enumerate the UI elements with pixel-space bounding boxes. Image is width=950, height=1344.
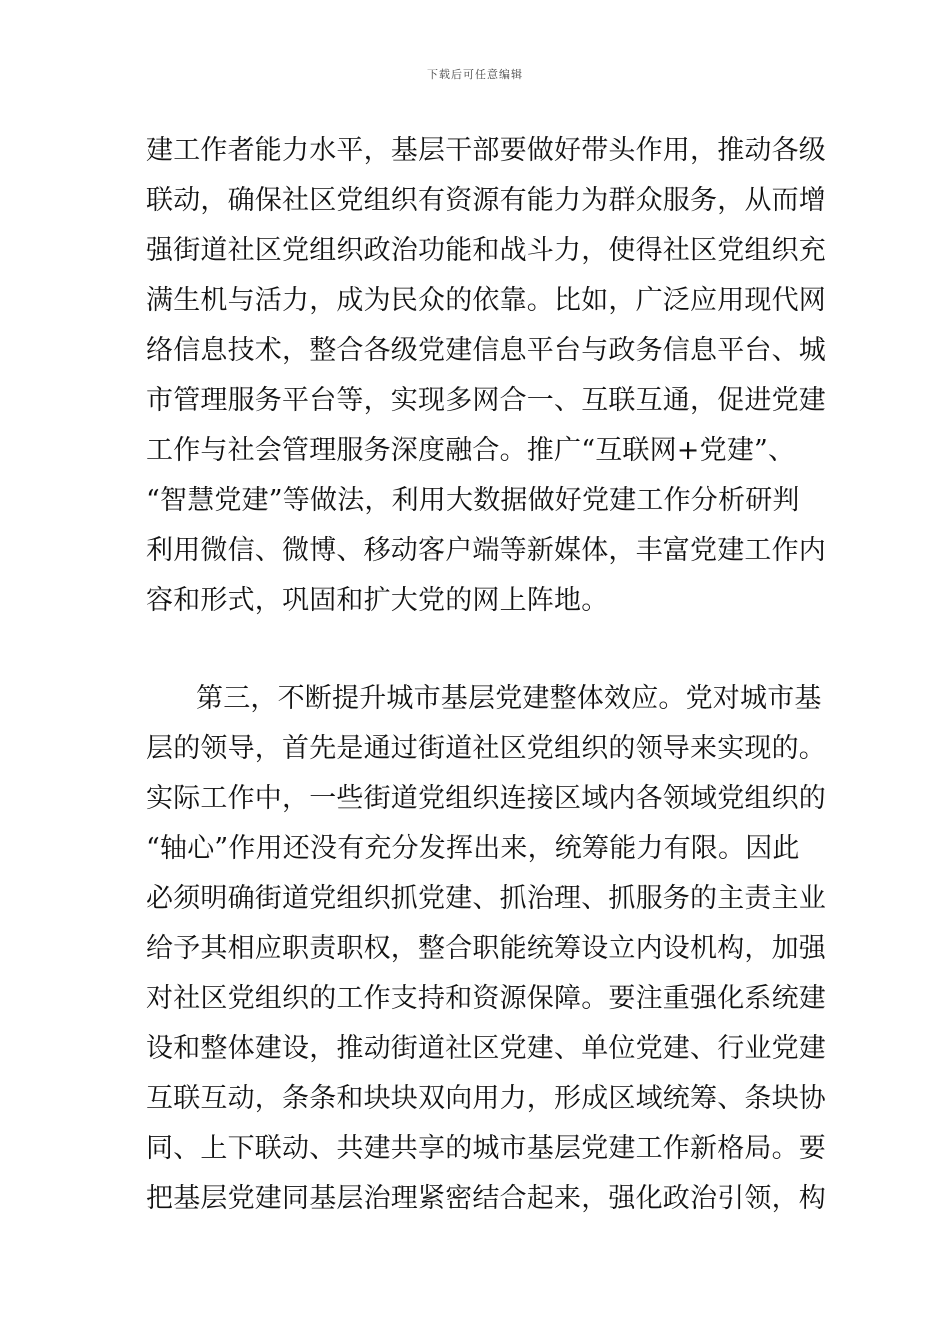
- text-line: 强街道社区党组织政治功能和战斗力，使得社区党组织充: [146, 235, 826, 266]
- text-line: 实际工作中，一些街道党组织连接区域内各领域党组织的: [146, 783, 826, 814]
- text-line: 同、上下联动、共建共享的城市基层党建工作新格局。要: [146, 1133, 826, 1164]
- text-line: “智慧党建”等做法，利用大数据做好党建工作分析研判: [146, 485, 800, 516]
- text-line: 把基层党建同基层治理紧密结合起来，强化政治引领，构: [146, 1183, 826, 1214]
- text-line: 满生机与活力，成为民众的依靠。比如，广泛应用现代网: [146, 285, 826, 316]
- text-line: 利用微信、微博、移动客户端等新媒体，丰富党建工作内: [146, 535, 826, 566]
- paragraph-1: [146, 126, 826, 626]
- header-note: 下载后可任意编辑: [427, 68, 523, 81]
- text-line: 设和整体建设，推动街道社区党建、单位党建、行业党建: [146, 1033, 826, 1064]
- text-line: 络信息技术，整合各级党建信息平台与政务信息平台、城: [146, 335, 826, 366]
- text-line: 给予其相应职责职权，整合职能统筹设立内设机构，加强: [146, 933, 826, 964]
- text-line: 容和形式，巩固和扩大党的网上阵地。: [146, 585, 609, 616]
- text-line: 建工作者能力水平，基层干部要做好带头作用，推动各级: [146, 135, 826, 166]
- text-line: 对社区党组织的工作支持和资源保障。要注重强化系统建: [146, 983, 826, 1014]
- text-line: “轴心”作用还没有充分发挥出来，统筹能力有限。因此: [146, 833, 800, 864]
- text-line: 工作与社会管理服务深度融合。推广“互联网+党建”、: [146, 435, 796, 466]
- text-line: 联动，确保社区党组织有资源有能力为群众服务，从而增: [146, 185, 826, 216]
- text-line-first: 第三，不断提升城市基层党建整体效应。党对城市基: [196, 683, 822, 714]
- text-line: 市管理服务平台等，实现多网合一、互联互通，促进党建: [146, 385, 826, 416]
- text-line: 必须明确街道党组织抓党建、抓治理、抓服务的主责主业: [146, 883, 826, 914]
- text-line: 层的领导，首先是通过街道社区党组织的领导来实现的。: [146, 733, 826, 764]
- text-line: 互联互动，条条和块块双向用力，形成区域统筹、条块协: [146, 1083, 826, 1114]
- paragraph-2: [146, 674, 826, 1224]
